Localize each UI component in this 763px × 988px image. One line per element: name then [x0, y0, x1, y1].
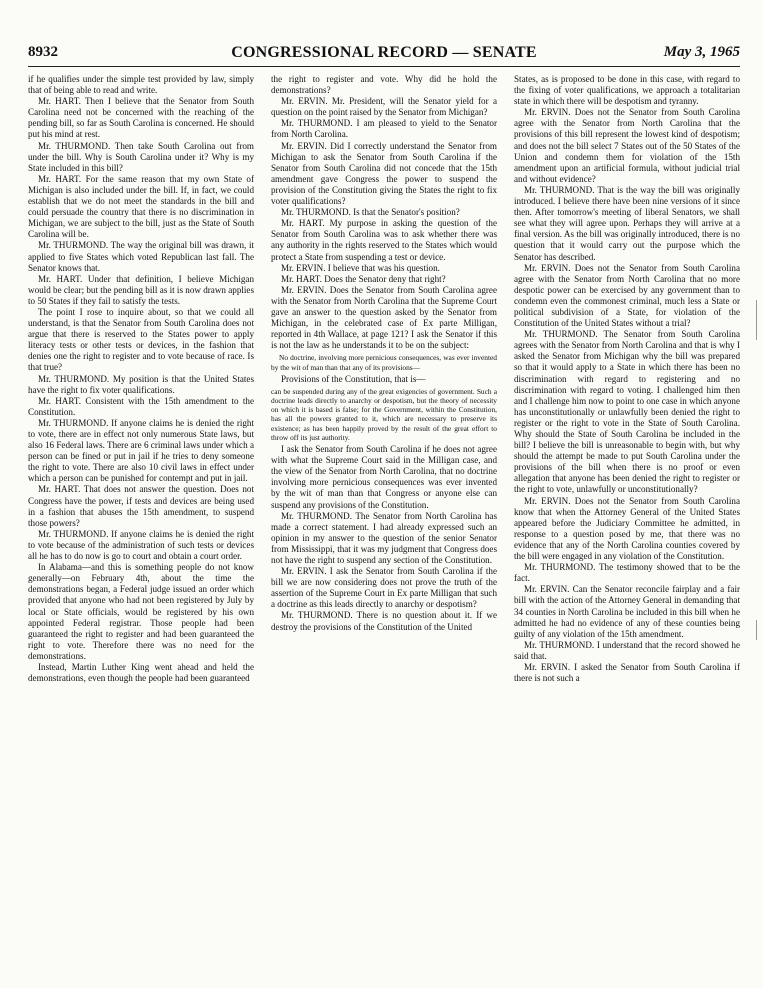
- scan-artifact: [756, 620, 757, 640]
- paragraph: Mr. ERVIN. I asked the Senator from South Carolina if there is not such a: [514, 661, 740, 684]
- paragraph: Mr. ERVIN. Does not the Senator from South Carolina agree with the Senator from North Carolina that the provisions of this bill represent the lowest kind of despotism; and does not the bill select 7 States out of the 50 States of the Union and condemn them for violation of the 15th amendment upon an artificial formula, without judicial trial and without evidence?: [514, 107, 740, 184]
- paragraph: Mr. ERVIN. I ask the Senator from South Carolina if the bill we are now considering does not prove the truth of the assertion of the Supreme Court in Ex parte Milligan that such a doctrine as this leads directly to anarchy or despotism?: [271, 566, 497, 610]
- paragraph: Mr. THURMOND. The Senator from South Carolina agrees with the Senator from North Carolina and that is why I asked the Senator from Michigan why the bill was prepared so that it would apply to a State in which there has been no discrimination with regard to registering and no discrimination with regard to voting. I challenged him then and I challenge him now to point to one case in which anyone has unconstitutionally or unlawfully been denied the right to register or the right to vote in the State of South Carolina. Why should the State of South Carolina be included in the bill? I believe the bill is unreasonable to begin with, but why should the attempt be made to put South Carolina under the provisions of the bill when there is no proof or even allegation that anyone has been denied the right to register or the right to vote, unlawfully or unconstitutionally?: [514, 329, 740, 495]
- paragraph: Mr. THURMOND. I understand that the record showed he said that.: [514, 639, 740, 661]
- paragraph: Mr. ERVIN. I believe that was his question.: [281, 262, 440, 273]
- paragraph: Mr. ERVIN. Does not the Senator from South Carolina know that when the Attorney General of the United States appeared before the Judiciary Committee he admitted, in response to a question posed by me, that there was no evidence that any of the North Carolina counties covered by the bill were engaged in any violation of the Constitution.: [514, 495, 740, 562]
- column-middle: [271, 74, 497, 974]
- paragraph: Provisions of the Constitution, that is—: [281, 373, 426, 384]
- paragraph: Mr. THURMOND. The way the original bill was drawn, it applied to five States which voted Republican last fall. The Senator knows that.: [28, 240, 254, 273]
- column-right: [514, 74, 740, 974]
- paragraph: Mr. ERVIN. Did I correctly understand the Senator from Michigan to ask the Senator from South Carolina if the Senator from South Carolina did not concede that the 15th amendment gave Congress the power to suspend the provision of the Constitution giving the States the right to fix voter qualifications?: [271, 140, 497, 207]
- paragraph: Mr. THURMOND. That is the way the bill was originally introduced. I believe there have been nine versions of it since then. After tomorrow's meeting of liberal Senators, we shall see what they will agree upon. Perhaps they will arrive at a final version. As the bill was originally introduced, there is no question that it would carry out the purpose which the Senator has described.: [514, 184, 740, 262]
- paragraph: States, as is proposed to be done in this case, with regard to the fixing of voter qualifications, we approach a totalitarian state in which there will be despotism and tyranny.: [514, 74, 740, 107]
- paragraph: The point I rose to inquire about, so that we could all understand, is that the Senator from South Carolina does not argue that there is reserved to the States power to apply literacy tests or other tests or devices, in the fashion that denies one the right to register and to vote because of race. Is that true?: [28, 306, 254, 373]
- paragraph: Mr. HART. That does not answer the question. Does not Congress have the power, if tests and devices are being used in a fashion that abuses the 15th amendment, to suspend those powers?: [28, 484, 254, 528]
- paragraph: Mr. THURMOND. If anyone claims he is denied the right to vote, there are in effect not only numerous State laws, but also 16 Federal laws. There are 6 criminal laws under which a person can be fined or put in jail if he tries to deny someone the right to vote. There are also 10 civil laws in effect under which a person can be punished for contempt and put in jail.: [28, 417, 254, 484]
- paragraph: Mr. HART. Consistent with the 15th amendment to the Constitution.: [28, 395, 254, 417]
- paragraph: Mr. THURMOND. Then take South Carolina out from under the bill. Why is South Carolina under it? Why is my State included in this bill?: [28, 140, 254, 173]
- paragraph: Mr. HART. Then I believe that the Senator from South Carolina need not be concerned with the reaching of the pending bill, so far as South Carolina is concerned. He should put his mind at rest.: [28, 96, 254, 140]
- column-left: [28, 74, 254, 974]
- block-quote: can be suspended during any of the great exigencies of government. Such a doctrine leads directly to anarchy or despotism, but the theory of necessity on which it is based is false; for the Government, within the Constitution, has all the powers granted to it, which are necessary to preserve its existence; as has been happily proved by the result of the great effort to throw off its just authority.: [271, 386, 497, 442]
- paragraph: Mr. ERVIN. Mr. President, will the Senator yield for a question on the point raised by the Senator from Michigan?: [271, 96, 497, 118]
- paragraph: Mr. ERVIN. Does not the Senator from South Carolina agree with the Senator from North Carolina that no more despotic power can be exercised by any government than to condemn even the commonest criminal, much less a State or political subdivision of a State, for violation of the Constitution of the United States without a trial?: [514, 262, 740, 329]
- paragraph: Mr. THURMOND. There is no question about it. If we destroy the provisions of the Constitution of the United: [271, 610, 497, 632]
- paragraph: Mr. HART. For the same reason that my own State of Michigan is also included under the bill. If, in fact, we could establish that we do not meet the standards in the bill and could persuade the country that there is no discrimination in Michigan, we are subject to the bill, just as the State of South Carolina will be.: [28, 173, 254, 240]
- issue-date: May 3, 1965: [663, 44, 740, 60]
- paragraph: Mr. THURMOND. The Senator from North Carolina has made a correct statement. I had already expressed such an opinion in my answer to the question of the senior Senator from Mississippi, that it was my judgment that Congress does not have the right to suspend any section of the Constitution.: [271, 510, 497, 565]
- paragraph: Mr. THURMOND. My position is that the United States have the right to fix voter qualifications.: [28, 373, 254, 395]
- paragraph: Mr. THURMOND. Is that the Senator's position?: [281, 207, 460, 218]
- page-header: [28, 44, 740, 67]
- text-columns: [28, 74, 740, 974]
- paragraph: In Alabama—and this is something people do not know generally—on February 4th, about the time the demonstrations began, a Federal judge issued an order which provided that anyone who had not been registered by July by local or State officials, would be registered by his own appointed Federal registrar. Those people had been guaranteed the right to register and had been guaranteed the right to vote. Therefore there was no need for the demonstrations.: [28, 562, 254, 661]
- page-number: 8932: [28, 44, 58, 60]
- paragraph: Mr. THURMOND. I am pleased to yield to the Senator from North Carolina.: [271, 118, 497, 140]
- paragraph: Mr. ERVIN. Can the Senator reconcile fairplay and a fair bill with the action of the Attorney General in demanding that 34 counties in North Carolina be included in this bill when he admitted he had no evidence of any of these counties being guilty of any violation of the 15th amendment.: [514, 584, 740, 639]
- paragraph: Mr. THURMOND. The testimony showed that to be the fact.: [514, 562, 740, 584]
- paragraph: I ask the Senator from South Carolina if he does not agree with what the Supreme Court said in the Milligan case, and the view of the Senator from North Carolina, that no doctrine involving more pernicious consequences was ever invented by the wit of man than that Congress or anyone else can suspend any provisions of the Constitution.: [271, 444, 497, 510]
- paragraph: Mr. HART. My purpose in asking the question of the Senator from South Carolina was to ask whether there was any authority in the rights reserved to the States which would protect a State from suspending a test or device.: [271, 218, 497, 262]
- paragraph: if he qualifies under the simple test provided by law, simply that of being able to read and write.: [28, 74, 254, 96]
- paragraph: Mr. THURMOND. If anyone claims he is denied the right to vote because of the administration of such tests or devices all he has to do now is go to court and obtain a court order.: [28, 528, 254, 562]
- paragraph: Instead, Martin Luther King went ahead and held the demonstrations, even though the people had been guaranteed: [28, 661, 254, 684]
- paragraph: Mr. HART. Does the Senator deny that right?: [281, 273, 446, 284]
- paragraph: the right to register and vote. Why did he hold the demonstrations?: [271, 74, 497, 96]
- publication-title: CONGRESSIONAL RECORD — SENATE: [231, 44, 537, 61]
- paragraph: Mr. ERVIN. Does the Senator from South Carolina agree with the Senator from North Carolina that the Supreme Court gave an answer to the question asked by the Senator from Michigan, in the celebrated case of Ex parte Milligan, reported in 4th Wallace, at page 121? I ask the Senator if this is not the law as he understands it to be on the subject:: [271, 284, 497, 351]
- paragraph: Mr. HART. Under that definition, I believe Michigan would be clear; but the pending bill as it is now drawn applies to 50 States if they fail to satisfy the tests.: [28, 273, 254, 306]
- scan-artifact: [756, 300, 757, 340]
- block-quote: No doctrine, involving more pernicious consequences, was ever invented by the wit of man than that any of its provisions—: [271, 353, 497, 372]
